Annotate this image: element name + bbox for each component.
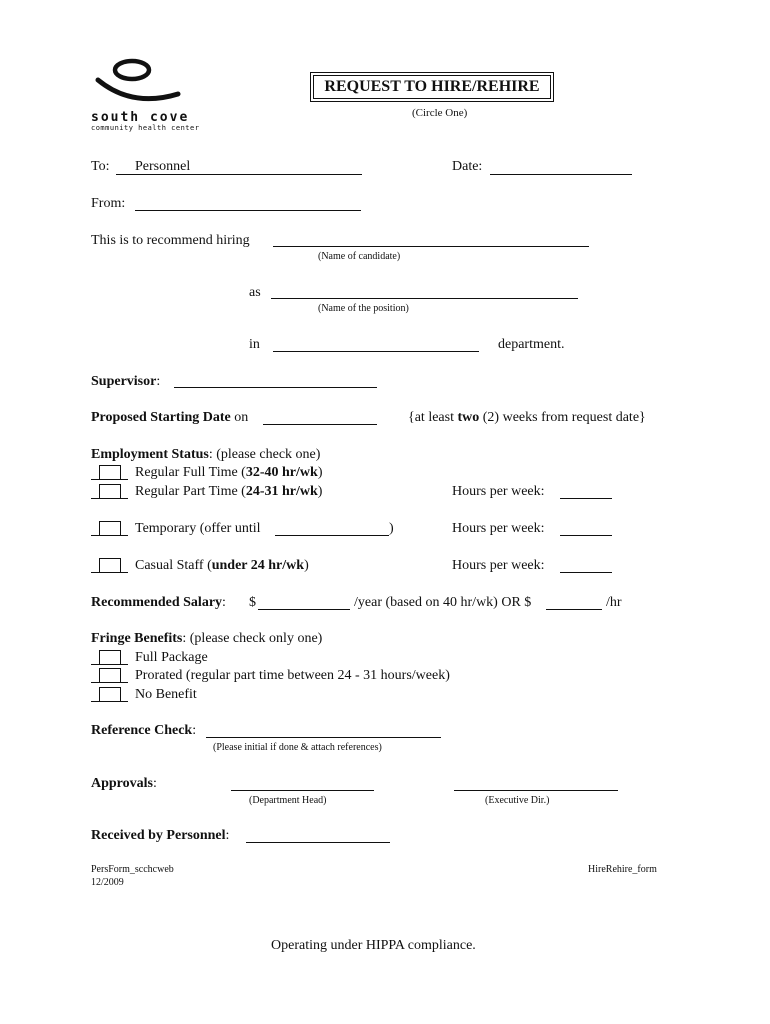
from-label: From: <box>91 196 126 211</box>
in-label: in <box>249 337 260 352</box>
salary-dollar: $ <box>249 595 256 610</box>
part-time-hours-label: Hours per week: <box>452 484 545 499</box>
form-title: REQUEST TO HIRE/REHIRE <box>313 75 551 99</box>
temporary-option: Temporary (offer until <box>135 521 261 536</box>
full-package-checkbox[interactable] <box>99 650 121 665</box>
candidate-field-line[interactable] <box>273 246 589 247</box>
fringe-benefits-label: Fringe Benefits: (please check only one) <box>91 631 323 646</box>
temporary-close-paren: ) <box>389 521 394 536</box>
salary-year-line[interactable] <box>258 609 350 610</box>
salary-year-text: /year (based on 40 hr/wk) OR $ <box>354 595 532 610</box>
casual-hours-line[interactable] <box>560 572 612 573</box>
circle-one-note: (Circle One) <box>412 107 468 119</box>
salary-label: Recommended Salary: <box>91 595 226 610</box>
temporary-checkbox[interactable] <box>99 521 121 536</box>
salary-hr-text: /hr <box>606 595 622 610</box>
footer-form-name: HireRehire_form <box>588 864 657 875</box>
reference-check-label: Reference Check: <box>91 723 197 738</box>
part-time-hours-line[interactable] <box>560 498 612 499</box>
casual-checkbox[interactable] <box>99 558 121 573</box>
position-field-line[interactable] <box>271 298 578 299</box>
date-field-line[interactable] <box>490 174 632 175</box>
start-date-note: {at least two (2) weeks from request date} <box>408 410 646 425</box>
dept-head-caption: (Department Head) <box>249 795 327 806</box>
reference-check-caption: (Please initial if done & attach references) <box>213 742 382 753</box>
prorated-option: Prorated (regular part time between 24 - 31 hours/week) <box>135 668 450 683</box>
exec-dir-signature-line[interactable] <box>454 790 618 791</box>
casual-option: Casual Staff (under 24 hr/wk) <box>135 558 309 573</box>
from-field-line[interactable] <box>135 210 361 211</box>
to-value: Personnel <box>135 159 191 174</box>
footer-compliance: Operating under HIPPA compliance. <box>271 938 476 953</box>
department-field-line[interactable] <box>273 351 479 352</box>
salary-hour-line[interactable] <box>546 609 602 610</box>
no-benefit-option: No Benefit <box>135 687 197 702</box>
full-time-option: Regular Full Time (32-40 hr/wk) <box>135 465 323 480</box>
logo-swoosh-icon <box>92 56 182 108</box>
footer-form-id: PersForm_scchcweb <box>91 864 174 875</box>
to-label: To: <box>91 159 110 174</box>
candidate-caption: (Name of candidate) <box>318 251 401 262</box>
employment-status-label: Employment Status: (please check one) <box>91 447 321 462</box>
prorated-checkbox[interactable] <box>99 668 121 683</box>
casual-hours-label: Hours per week: <box>452 558 545 573</box>
start-date-label: Proposed Starting Date on <box>91 410 249 425</box>
supervisor-field-line[interactable] <box>174 387 377 388</box>
form-title-box <box>310 72 554 102</box>
part-time-checkbox[interactable] <box>99 484 121 499</box>
part-time-option: Regular Part Time (24-31 hr/wk) <box>135 484 323 499</box>
exec-dir-caption: (Executive Dir.) <box>485 795 550 806</box>
logo-subtitle: community health center <box>91 124 200 132</box>
footer-date: 12/2009 <box>91 877 124 888</box>
as-label: as <box>249 285 261 300</box>
logo-name: south cove <box>91 110 190 125</box>
reference-check-line[interactable] <box>206 737 441 738</box>
temporary-hours-label: Hours per week: <box>452 521 545 536</box>
temporary-until-line[interactable] <box>275 535 389 536</box>
date-label: Date: <box>452 159 483 174</box>
start-date-field-line[interactable] <box>263 424 377 425</box>
dept-head-signature-line[interactable] <box>231 790 374 791</box>
received-label: Received by Personnel: <box>91 828 230 843</box>
supervisor-label: Supervisor: <box>91 374 161 389</box>
department-suffix: department. <box>498 337 565 352</box>
full-time-checkbox[interactable] <box>99 465 121 480</box>
temporary-hours-line[interactable] <box>560 535 612 536</box>
full-package-option: Full Package <box>135 650 208 665</box>
approvals-label: Approvals: <box>91 776 157 791</box>
recommend-label: This is to recommend hiring <box>91 233 250 248</box>
position-caption: (Name of the position) <box>318 303 409 314</box>
received-line[interactable] <box>246 842 390 843</box>
no-benefit-checkbox[interactable] <box>99 687 121 702</box>
